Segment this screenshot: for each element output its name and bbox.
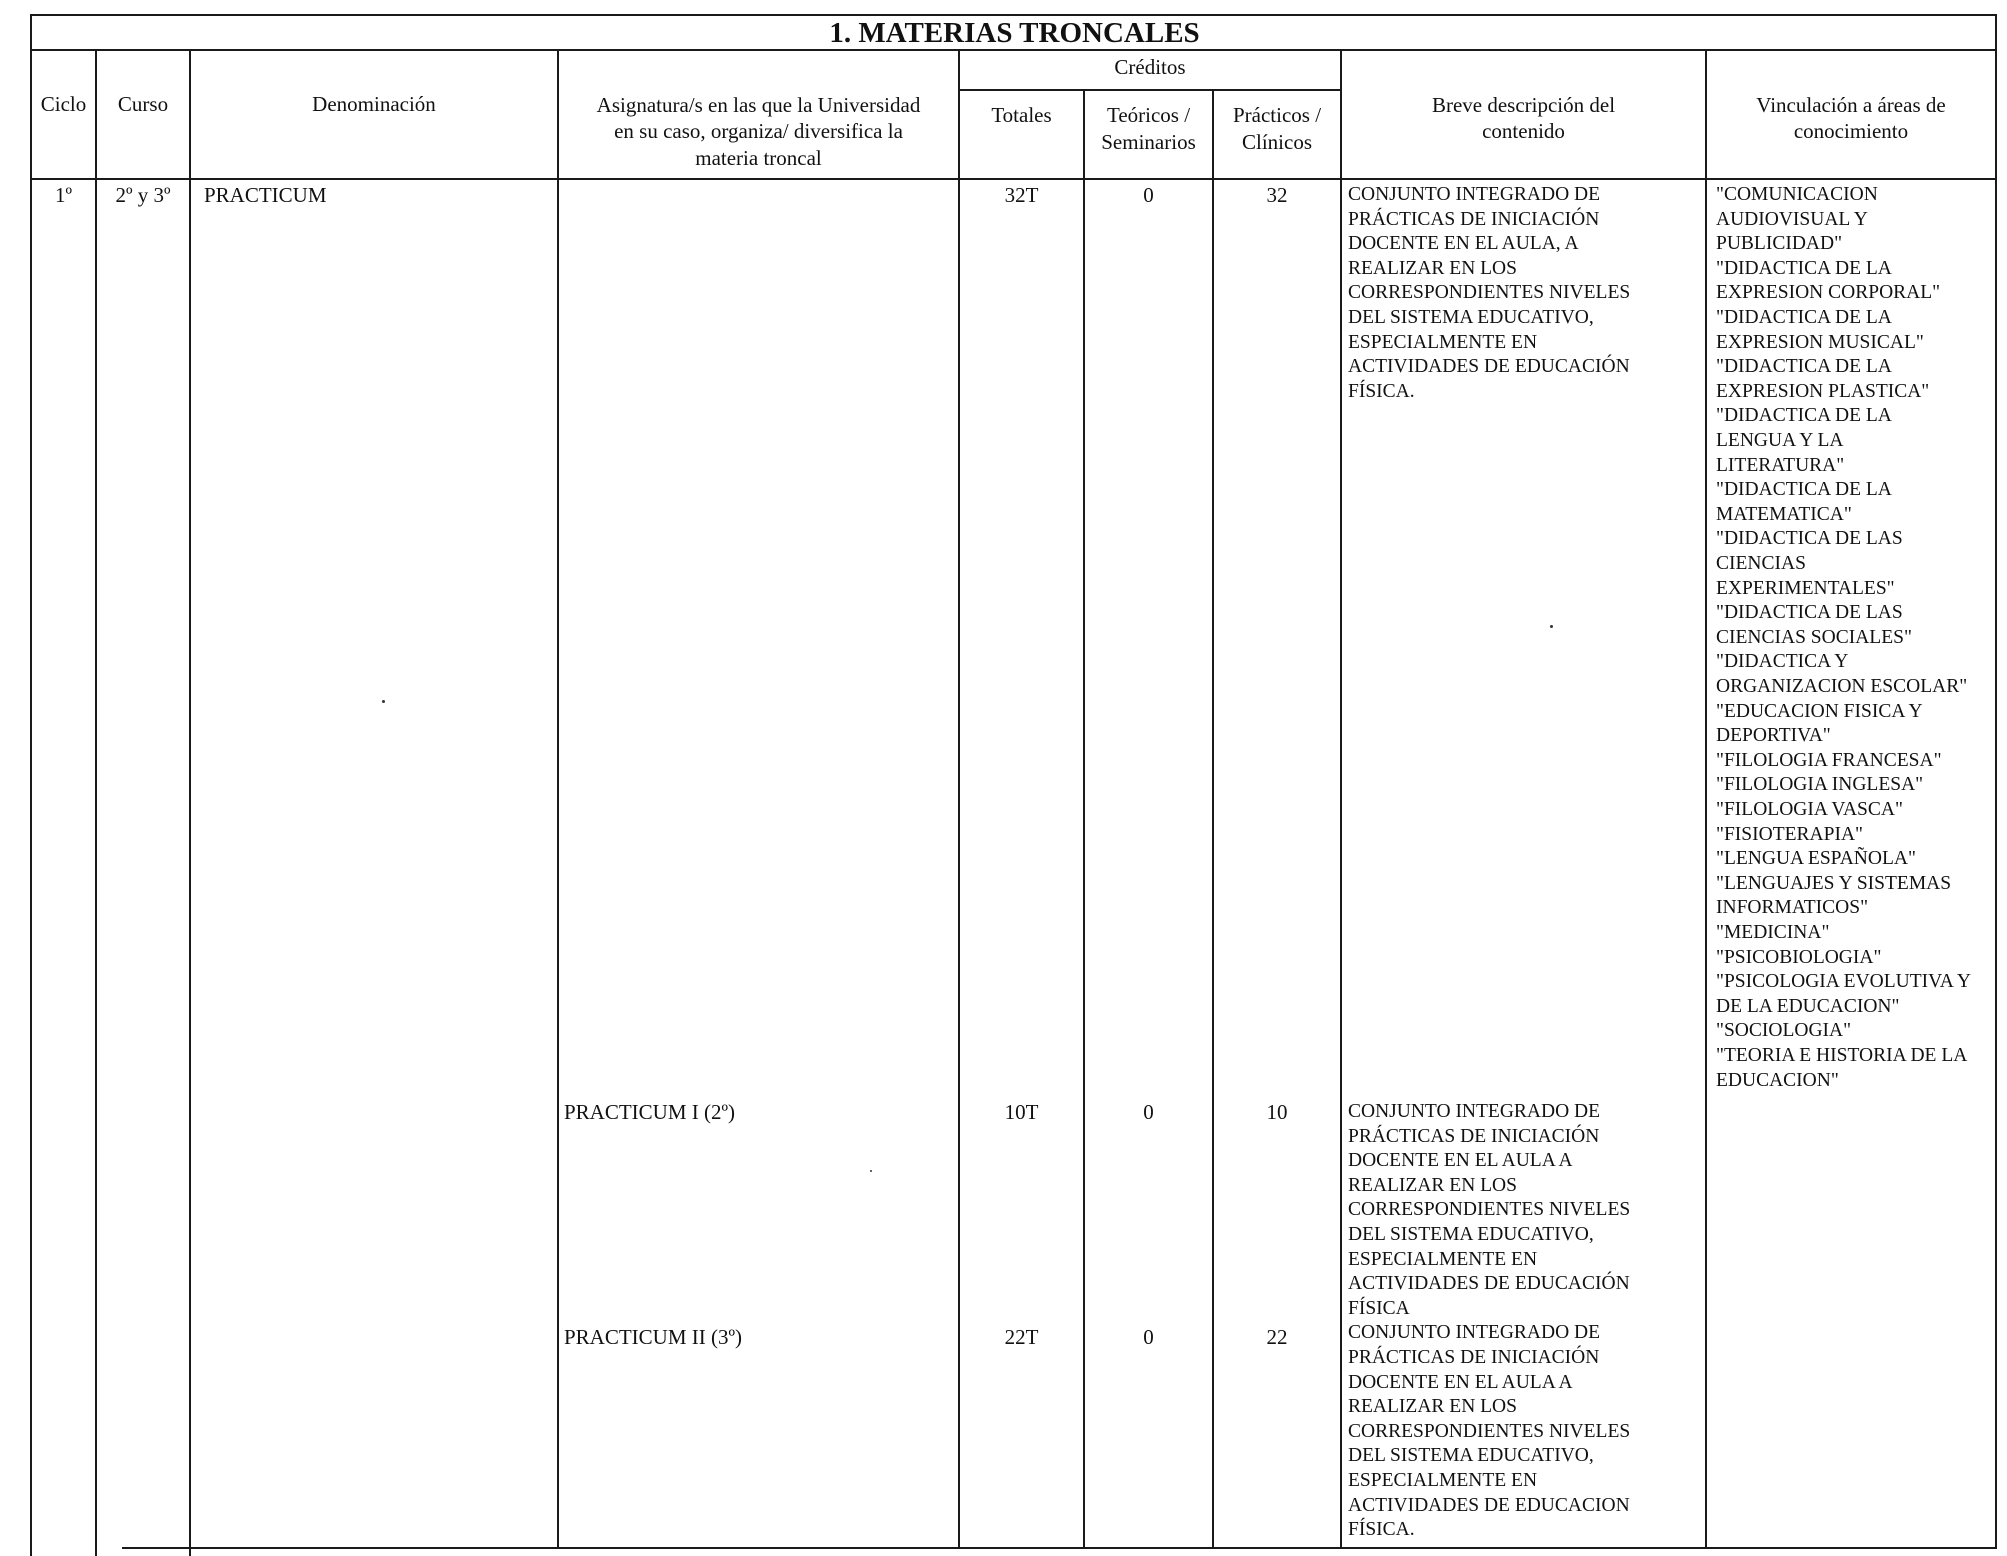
text-line: CONJUNTO INTEGRADO DE — [1348, 1101, 1601, 1122]
text-line: CONJUNTO INTEGRADO DE — [1348, 184, 1601, 205]
text-line: DEL SISTEMA EDUCATIVO, — [1348, 1224, 1594, 1245]
rule-right — [1995, 14, 1997, 1549]
area-line: "LENGUAJES Y SISTEMAS — [1716, 872, 1952, 894]
area-line: EXPERIMENTALES" — [1716, 577, 1895, 599]
cell-denominacion: PRACTICUM — [204, 183, 327, 207]
scan-speck — [870, 1170, 872, 1172]
header-asignatura-3: materia troncal — [695, 146, 822, 170]
area-line: "DIDACTICA DE LA — [1716, 307, 1892, 328]
header-descripcion-1: Breve descripción del — [1431, 93, 1616, 117]
header-vinculacion-1: Vinculación a áreas de — [1756, 93, 1946, 117]
scan-speck — [1550, 625, 1553, 628]
page-title: 1. MATERIAS TRONCALES — [829, 17, 1200, 49]
area-line: "DIDACTICA DE LA — [1716, 356, 1892, 378]
area-line: "FILOLOGIA FRANCESA" — [1716, 749, 1942, 771]
area-line: "DIDACTICA DE LA — [1716, 257, 1892, 279]
area-line: INFORMATICOS" — [1716, 897, 1869, 919]
area-line: CIENCIAS — [1716, 553, 1806, 574]
area-line: MATEMATICA" — [1716, 503, 1852, 525]
area-line: EXPRESION PLASTICA" — [1716, 380, 1930, 402]
header-asignatura-1: Asignatura/s en las que la Universidad — [596, 93, 921, 117]
cell-teoricos-practicum-i: 0 — [1143, 1100, 1154, 1124]
header-vinculacion-2: conocimiento — [1793, 119, 1909, 143]
text-line: ESPECIALMENTE EN — [1348, 1248, 1538, 1270]
area-line: "SOCIOLOGIA" — [1716, 1020, 1852, 1042]
area-line: DEPORTIVA" — [1716, 725, 1831, 747]
area-line: "DIDACTICA DE LA — [1716, 479, 1892, 501]
cell-ciclo: 1º — [54, 183, 72, 207]
cell-practicos-practicum-i: 10 — [1266, 1100, 1288, 1124]
area-line: "DIDACTICA DE LA — [1716, 405, 1892, 427]
cell-teoricos: 0 — [1143, 183, 1154, 207]
area-line: EXPRESION CORPORAL" — [1716, 282, 1941, 304]
area-line: "DIDACTICA DE LAS — [1716, 528, 1903, 550]
text-line: ESPECIALMENTE EN — [1348, 1470, 1538, 1491]
text-line: CORRESPONDIENTES NIVELES — [1348, 282, 1631, 304]
header-ciclo: Ciclo — [40, 92, 87, 116]
text-line: CONJUNTO INTEGRADO DE — [1348, 1322, 1601, 1344]
text-line: PRÁCTICAS DE INICIACIÓN — [1348, 1125, 1600, 1147]
header-practicos-1: Prácticos / — [1232, 103, 1322, 127]
area-line: "MEDICINA" — [1716, 922, 1830, 943]
area-line: DE LA EDUCACION" — [1716, 995, 1900, 1017]
area-line: "FILOLOGIA VASCA" — [1716, 799, 1903, 820]
area-line: "DIDACTICA Y — [1716, 651, 1849, 673]
area-line: "LENGUA ESPAÑOLA" — [1716, 848, 1916, 870]
text-line: REALIZAR EN LOS — [1348, 257, 1517, 279]
area-line: "TEORIA E HISTORIA DE LA — [1716, 1045, 1968, 1066]
header-teoricos-2: Seminarios — [1101, 130, 1196, 154]
area-line: EXPRESION MUSICAL" — [1716, 331, 1924, 353]
text-line: PRÁCTICAS DE INICIACIÓN — [1348, 208, 1600, 230]
area-line: AUDIOVISUAL Y — [1716, 208, 1868, 230]
text-line: DOCENTE EN EL AULA, A — [1348, 233, 1579, 255]
area-line: CIENCIAS SOCIALES" — [1716, 626, 1912, 648]
header-asignatura-2: en su caso, organiza/ diversifica la — [614, 119, 903, 143]
cell-totales-practicum-ii: 22T — [1004, 1325, 1039, 1349]
text-line: REALIZAR EN LOS — [1348, 1396, 1517, 1418]
area-line: "PSICOLOGIA EVOLUTIVA Y — [1716, 971, 1971, 993]
area-line: "COMUNICACION — [1716, 184, 1878, 205]
text-line: CORRESPONDIENTES NIVELES — [1348, 1199, 1631, 1221]
area-line: ORGANIZACION ESCOLAR" — [1716, 676, 1968, 697]
rule-bottom — [122, 1547, 1997, 1549]
text-line: REALIZAR EN LOS — [1348, 1174, 1517, 1196]
header-teoricos-1: Teóricos / — [1106, 103, 1191, 127]
rule-curso-denom — [189, 49, 191, 1556]
text-line: ACTIVIDADES DE EDUCACIÓN — [1348, 356, 1630, 378]
cell-totales: 32T — [1004, 183, 1039, 207]
rule-desc-areas — [1705, 49, 1707, 1549]
cell-practicos: 32 — [1266, 183, 1288, 207]
scan-speck — [382, 700, 385, 703]
cell-practicos-practicum-ii: 22 — [1266, 1325, 1288, 1349]
rule-ciclo-curso — [95, 49, 97, 1556]
text-line: DOCENTE EN EL AULA A — [1348, 1371, 1573, 1393]
area-line: LENGUA Y LA — [1716, 430, 1844, 451]
header-curso: Curso — [117, 92, 169, 116]
rule-asig-totales — [958, 49, 960, 1549]
header-denominacion: Denominación — [312, 92, 436, 116]
text-line: ESPECIALMENTE EN — [1348, 331, 1538, 353]
text-line: ACTIVIDADES DE EDUCACIÓN — [1348, 1273, 1630, 1295]
text-line: FÍSICA — [1348, 1297, 1410, 1319]
text-line: FÍSICA. — [1348, 1519, 1415, 1541]
rule-denom-asig — [557, 49, 559, 1549]
area-line: "EDUCACION FISICA Y — [1716, 700, 1923, 722]
area-line: "DIDACTICA DE LAS — [1716, 602, 1903, 624]
header-creditos: Créditos — [1114, 55, 1186, 79]
area-line: "FISIOTERAPIA" — [1716, 823, 1864, 845]
cell-curso: 2º y 3º — [115, 183, 171, 207]
cell-teoricos-practicum-ii: 0 — [1143, 1325, 1154, 1349]
header-descripcion-2: contenido — [1482, 119, 1565, 143]
cell-asignatura-practicum-ii: PRACTICUM II (3º) — [564, 1325, 743, 1349]
rule-prac-desc — [1340, 49, 1342, 1549]
rule-left — [30, 14, 32, 1556]
text-line: FÍSICA. — [1348, 380, 1415, 402]
area-line: PUBLICIDAD" — [1716, 233, 1843, 255]
cell-totales-practicum-i: 10T — [1004, 1100, 1039, 1124]
rule-header-bottom — [32, 178, 1997, 180]
area-line: LITERATURA" — [1716, 454, 1845, 476]
header-practicos-2: Clínicos — [1241, 130, 1312, 154]
text-line: ACTIVIDADES DE EDUCACION — [1348, 1494, 1630, 1516]
text-line: DEL SISTEMA EDUCATIVO, — [1348, 307, 1594, 328]
text-line: CORRESPONDIENTES NIVELES — [1348, 1420, 1631, 1442]
area-line: "PSICOBIOLOGIA" — [1716, 946, 1882, 968]
rule-creditos-bottom — [959, 89, 1341, 91]
cell-asignatura-practicum-i: PRACTICUM I (2º) — [564, 1100, 736, 1124]
area-line: EDUCACION" — [1716, 1069, 1839, 1091]
area-line: "FILOLOGIA INGLESA" — [1716, 774, 1924, 796]
header-totales: Totales — [991, 103, 1052, 127]
text-line: DEL SISTEMA EDUCATIVO, — [1348, 1445, 1594, 1467]
text-line: PRÁCTICAS DE INICIACIÓN — [1348, 1347, 1600, 1368]
text-line: DOCENTE EN EL AULA A — [1348, 1150, 1573, 1172]
